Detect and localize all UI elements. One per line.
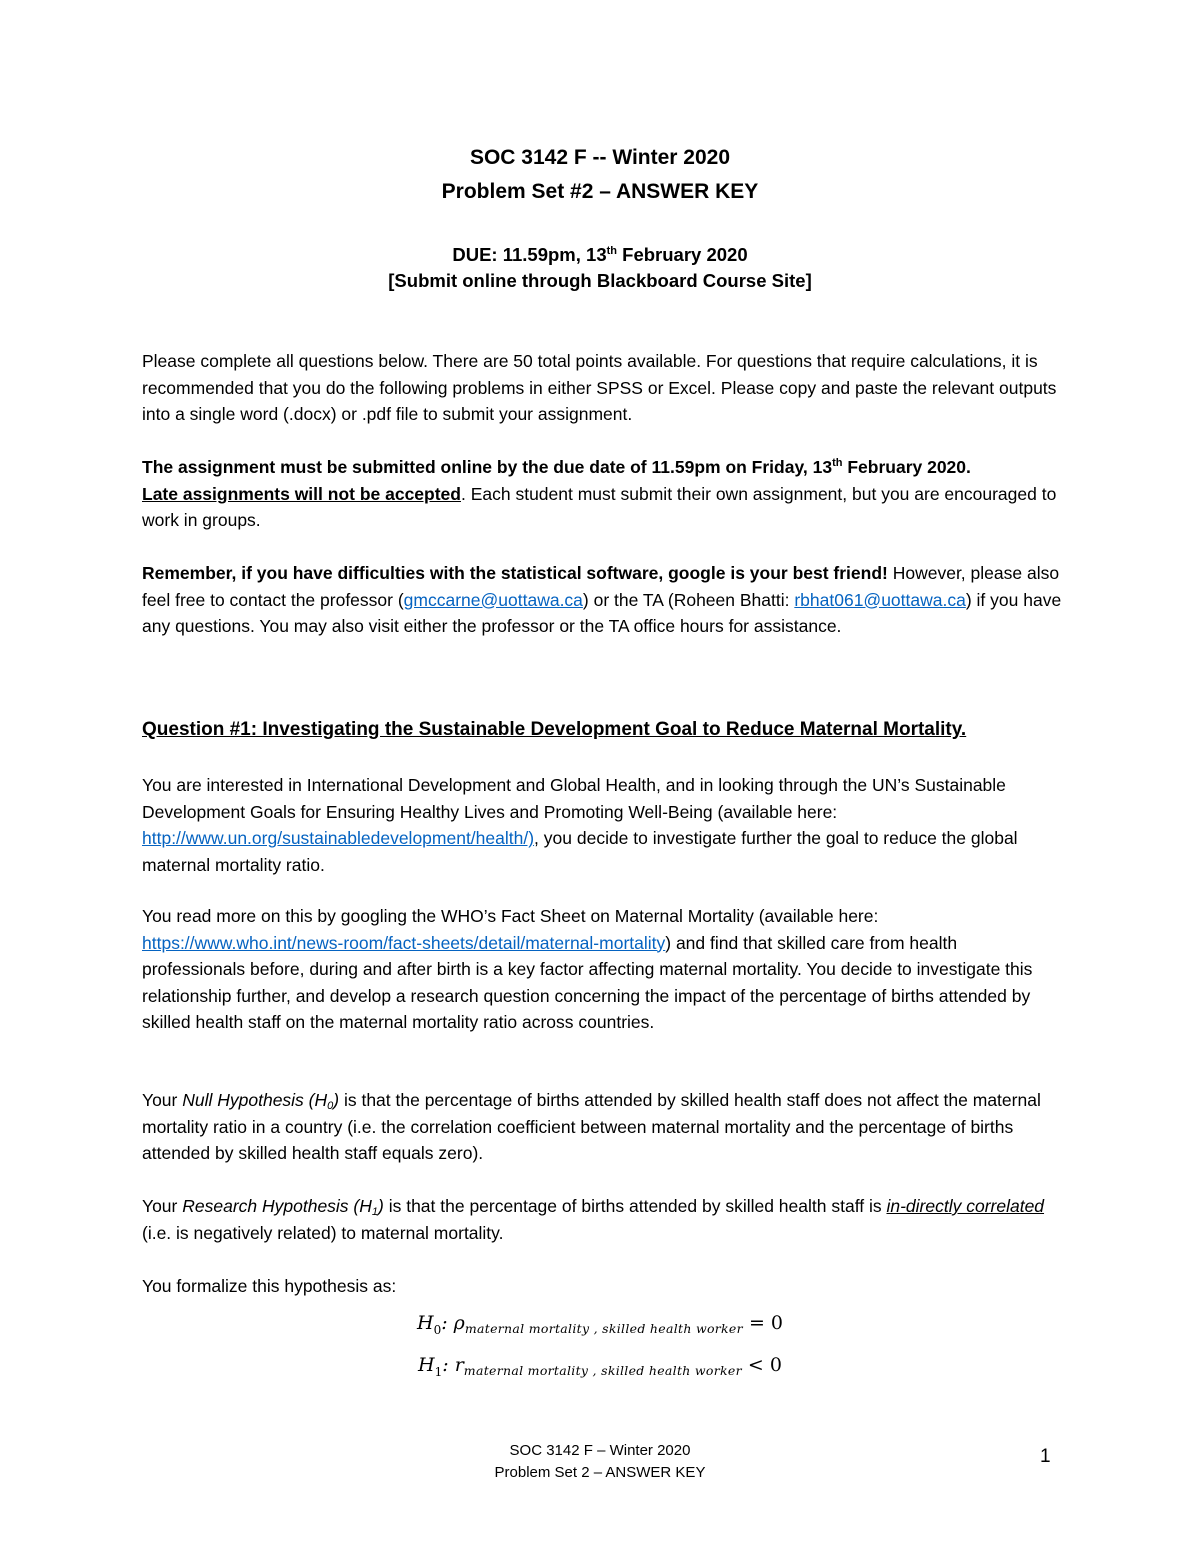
indirect-correlation-term: in-directly correlated	[886, 1196, 1045, 1216]
late-policy: Late assignments will not be accepted	[142, 483, 461, 504]
research-hypothesis-equation: $H_1$: $r_{maternal mortality , skilled health worker} < 0$	[418, 1354, 782, 1379]
question-1-paragraph-2: You read more on this by googling the WHO’s Fact Sheet on Maternal Mortality (available here: https://www.who.int/news-room/fact-sheets/detail/maternal-mortality) and find that skilled care from health professionals before, during and after birth is a key factor affecting maternal mortality. You decide to investigate this relationship further, and develop a research question concerning the impact of the percentage of births attended by skilled health staff on the maternal mortality ratio across countries.	[142, 906, 1033, 1032]
due-date: DUE: 11.59pm, 13th February 2020	[452, 244, 748, 265]
research-hypothesis-paragraph: Your Research Hypothesis $(H_1)$ is that the percentage of births attended by skilled health staff is in-directly correlated (i.e. is negatively related) to maternal mortality.	[142, 1196, 1045, 1243]
ta-email-link[interactable]: rbhat061@uottawa.ca	[794, 589, 966, 610]
professor-email-link[interactable]: gmccarne@uottawa.ca	[403, 589, 583, 610]
intro-paragraph: Please complete all questions below. There are 50 total points available. For questions that require calculations, it is recommended that you do the following problems in either SPSS or Excel. Please copy and paste the relevant outputs into a single word (.docx) or .pdf file to submit your assignment.	[142, 351, 1057, 424]
formalize-paragraph: You formalize this hypothesis as:	[142, 1276, 397, 1296]
page-footer	[0, 1440, 1200, 1484]
footer-course: SOC 3142 F – Winter 2020	[509, 1442, 691, 1459]
problem-set-title: Problem Set #2 – ANSWER KEY	[441, 180, 759, 203]
course-title: SOC 3142 F -- Winter 2020	[469, 146, 731, 169]
un-health-link[interactable]: http://www.un.org/sustainabledevelopment/health/)	[142, 828, 535, 848]
null-hypothesis-equation: $H_0$: $\rho_{maternal mortality , skilled health worker} = 0$	[417, 1312, 783, 1337]
footer-title: Problem Set 2 – ANSWER KEY	[494, 1464, 706, 1481]
contact-paragraph: Remember, if you have difficulties with the statistical software, google is your best friend! However, please also feel free to contact the professor (gmccarne@uottawa.ca) or the TA (Roheen Bhatti: rbhat061@uottawa.ca) if you have any questions. You may also visit either the professor or the TA office hours for assistance.	[142, 563, 1062, 636]
null-hypothesis-paragraph: Your Null Hypothesis $(H_0)$ is that the percentage of births attended by skilled health staff does not affect the maternal mortality ratio in a country (i.e. the correlation coefficient between maternal mortality and the percentage of births attended by skilled health staff equals zero).	[142, 1090, 1041, 1163]
question-1-heading: Question #1: Investigating the Sustainable Development Goal to Reduce Maternal Mortality.	[142, 719, 967, 740]
submission-note: [Submit online through Blackboard Course Site]	[388, 270, 812, 291]
page-number: 1	[1040, 1446, 1051, 1467]
who-fact-sheet-link[interactable]: https://www.who.int/news-room/fact-sheets/detail/maternal-mortality	[142, 932, 666, 953]
question-1-paragraph-1: You are interested in International Development and Global Health, and in looking through the UN’s Sustainable Development Goals for Ensuring Healthy Lives and Promoting Well-Being (available here: http://www.un.org/sustainabledevelopment/health/), you decide to investigate further the goal to reduce the global maternal mortality ratio.	[142, 775, 1018, 875]
deadline-paragraph: The assignment must be submitted online by the due date of 11.59pm on Friday, 13th February 2020. Late assignments will not be accepted. Each student must submit their own assignment, but you are encouraged to work in groups.	[142, 457, 1057, 530]
